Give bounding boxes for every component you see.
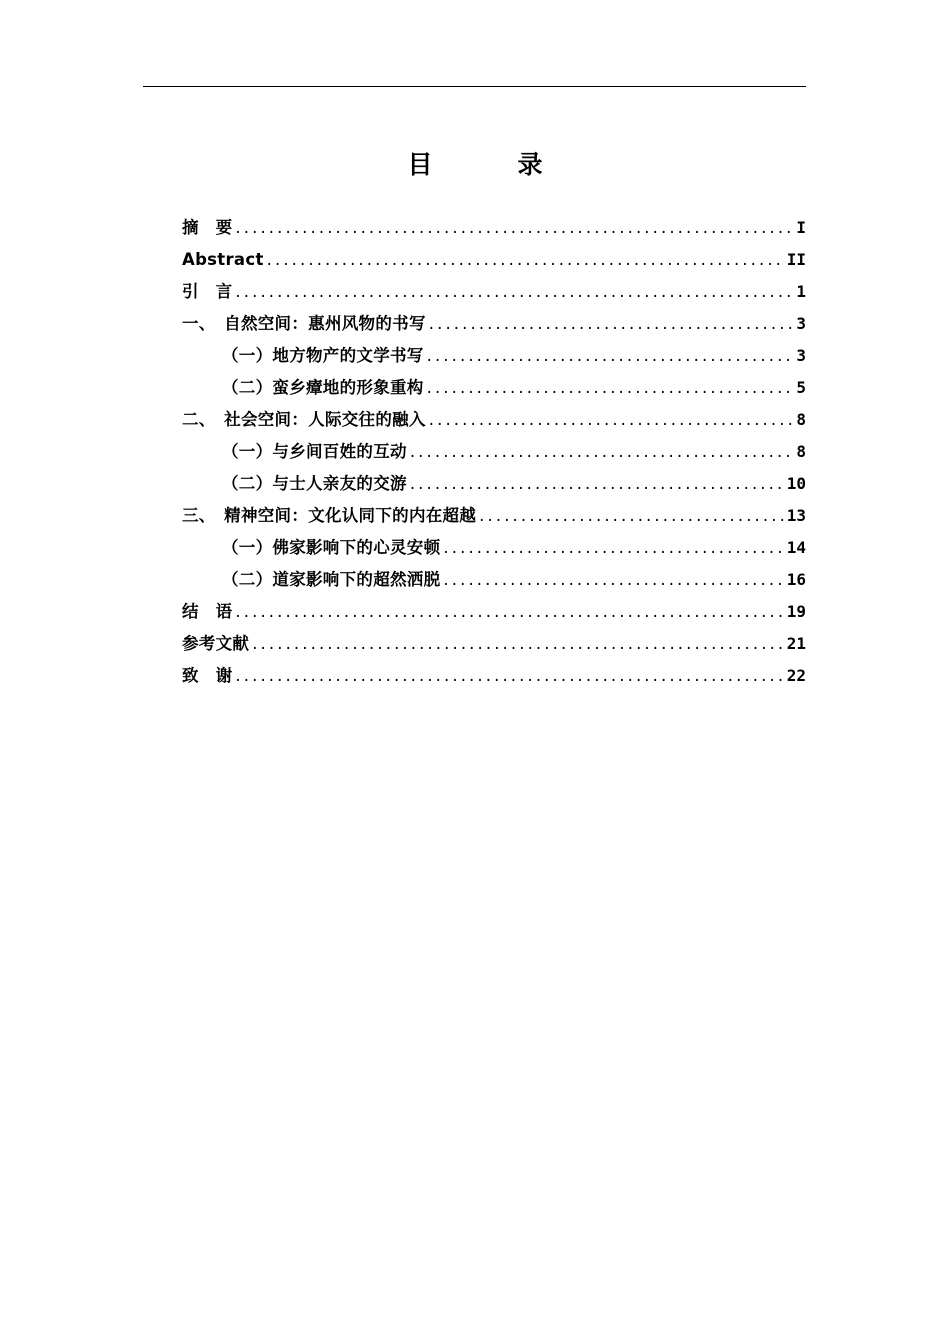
toc-entry-page: II <box>786 250 806 269</box>
toc-entry-label: （一）地方物产的文学书写 <box>222 346 424 365</box>
toc-entry-page: 8 <box>796 442 806 461</box>
toc-entry-label: 一、 自然空间：惠州风物的书写 <box>182 314 426 333</box>
toc-entry-page: 21 <box>786 634 806 653</box>
toc-entry-section-2-1[interactable] <box>182 436 806 468</box>
toc-entry-references[interactable] <box>182 628 806 660</box>
table-of-contents <box>182 212 806 692</box>
toc-entry-page: 8 <box>796 410 806 429</box>
toc-entry-page: 19 <box>786 602 806 621</box>
toc-entry-conclusion[interactable] <box>182 596 806 628</box>
toc-dot-leader <box>410 468 784 500</box>
toc-entry-abstract-cn[interactable] <box>182 212 806 244</box>
toc-dot-leader <box>443 532 783 564</box>
toc-title: 目 录 <box>407 150 573 179</box>
toc-entry-label: （一）与乡间百姓的互动 <box>222 442 407 461</box>
toc-dot-leader <box>479 500 784 532</box>
toc-dot-leader <box>252 628 784 660</box>
toc-dot-leader <box>235 212 793 244</box>
toc-dot-leader <box>235 596 783 628</box>
toc-entry-introduction[interactable] <box>182 276 806 308</box>
toc-entry-label: 结 语 <box>182 602 233 621</box>
toc-dot-leader <box>267 244 784 276</box>
toc-dot-leader <box>429 308 794 340</box>
toc-entry-page: 13 <box>786 506 806 525</box>
toc-entry-section-2-2[interactable] <box>182 468 806 500</box>
toc-entry-page: 1 <box>796 282 806 301</box>
toc-entry-page: 14 <box>786 538 806 557</box>
toc-entry-label: 二、 社会空间：人际交往的融入 <box>182 410 426 429</box>
toc-dot-leader <box>410 436 794 468</box>
toc-entry-label: 致 谢 <box>182 666 233 685</box>
toc-entry-chapter-3[interactable] <box>182 500 806 532</box>
toc-dot-leader <box>429 404 794 436</box>
toc-entry-label: （二）蛮乡瘴地的形象重构 <box>222 378 424 397</box>
toc-dot-leader <box>427 340 794 372</box>
toc-entry-label: Abstract <box>182 250 264 269</box>
toc-entry-label: 引 言 <box>182 282 233 301</box>
toc-entry-label: 摘 要 <box>182 218 233 237</box>
toc-entry-label: （二）道家影响下的超然洒脱 <box>222 570 441 589</box>
toc-entry-chapter-2[interactable] <box>182 404 806 436</box>
header-rule <box>143 86 806 87</box>
toc-entry-page: I <box>796 218 806 237</box>
toc-entry-page: 3 <box>796 314 806 333</box>
toc-entry-label: 三、 精神空间：文化认同下的内在超越 <box>182 506 477 525</box>
toc-entry-acknowledgements[interactable] <box>182 660 806 692</box>
toc-entry-section-3-2[interactable] <box>182 564 806 596</box>
toc-entry-page: 10 <box>786 474 806 493</box>
toc-dot-leader <box>427 372 794 404</box>
toc-entry-abstract-en[interactable] <box>182 244 806 276</box>
toc-entry-label: 参考文献 <box>182 634 250 653</box>
toc-entry-label: （二）与士人亲友的交游 <box>222 474 407 493</box>
toc-entry-label: （一）佛家影响下的心灵安顿 <box>222 538 441 557</box>
toc-dot-leader <box>235 660 783 692</box>
toc-entry-page: 5 <box>796 378 806 397</box>
toc-dot-leader <box>235 276 793 308</box>
toc-entry-section-1-1[interactable] <box>182 340 806 372</box>
toc-entry-page: 3 <box>796 346 806 365</box>
toc-entry-page: 22 <box>786 666 806 685</box>
toc-entry-section-3-1[interactable] <box>182 532 806 564</box>
toc-dot-leader <box>443 564 783 596</box>
toc-entry-page: 16 <box>786 570 806 589</box>
toc-entry-section-1-2[interactable] <box>182 372 806 404</box>
toc-entry-chapter-1[interactable] <box>182 308 806 340</box>
